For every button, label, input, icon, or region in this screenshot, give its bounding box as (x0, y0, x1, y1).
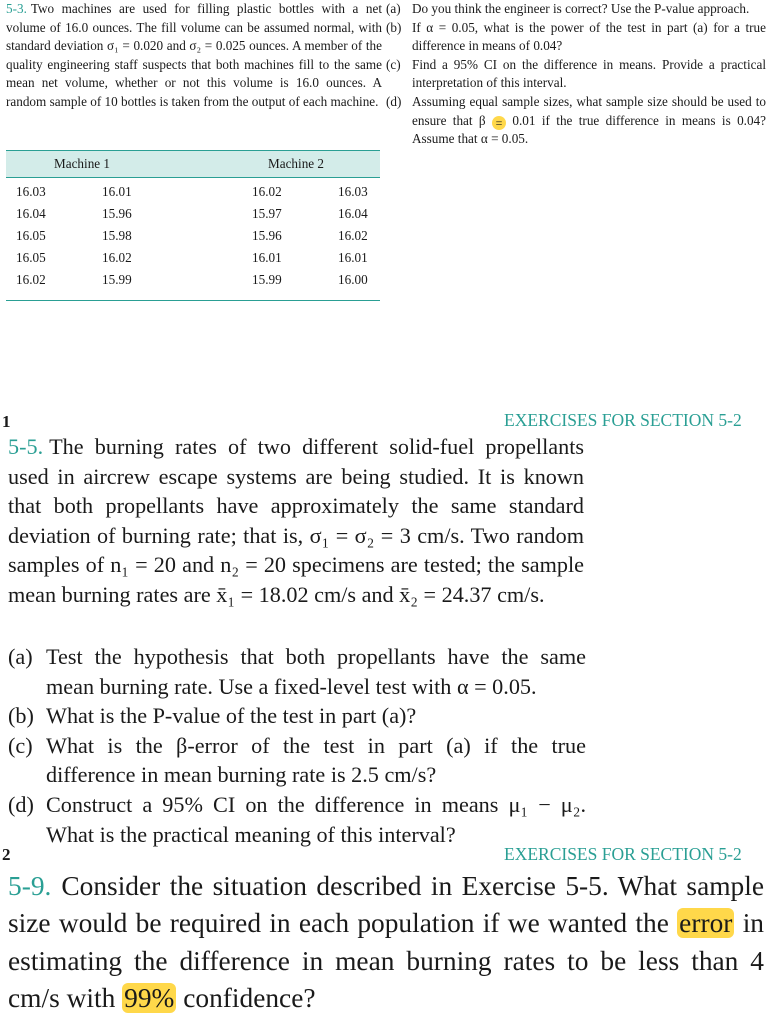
table-row (6, 228, 380, 250)
table-body (6, 178, 380, 301)
table-cell: 15.99 (252, 272, 282, 287)
exercise-5-5-parts (8, 642, 586, 849)
table-cell: 16.05 (16, 228, 46, 243)
highlighted-equals-sign: = (492, 116, 506, 130)
highlight-error: error (679, 908, 733, 939)
part-b: (b) What is the P-value of the test in part (a)? (8, 703, 417, 729)
table-cell: 16.02 (102, 250, 132, 265)
table-cell: 16.05 (16, 250, 46, 265)
exercise-number: 5-9. (8, 871, 52, 901)
table-cell: 16.00 (338, 272, 368, 287)
header-machine-1: Machine 1 (54, 156, 111, 171)
table-row (6, 250, 380, 272)
part-d: (d) Construct a 95% CI on the difference in means μ₁ − μ₂. What is the practical meaning of this interval? (8, 791, 586, 847)
table-cell: 15.96 (102, 206, 132, 221)
exercise-text: Two machines are used for filling plastic bottles with a net volume of 16.0 ounces. The fill volume can be assumed normal, with standard deviation σ₁ = 0.020 and σ₂ = 0.025 ounces. A member of the quality engineering staff suspects that both machines fill to the same mean net volume, whether or not this volume is 16.0 ounces. A random sample of 10 bottles is taken from the output of each machine. (6, 1, 382, 109)
exercise-number: 5-3. (6, 1, 27, 16)
part-a: (a) Test the hypothesis that both propellants have the same mean burning rate. Use a fixed-level test with α = 0.05. (8, 644, 586, 699)
exercise-number: 5-5. (8, 434, 44, 459)
table-row (6, 206, 380, 228)
table-cell: 15.96 (252, 228, 282, 243)
table-cell: 16.02 (338, 228, 368, 243)
table-cell: 15.97 (252, 206, 282, 221)
table-header (6, 150, 380, 178)
part-c: (c) Find a 95% CI on the difference in means. Provide a practical interpretation of this interval. (386, 56, 766, 91)
exercise-5-3-parts (386, 0, 766, 149)
table-cell: 15.99 (102, 272, 132, 287)
table-cell: 15.98 (102, 228, 132, 243)
table-cell: 16.04 (16, 206, 46, 221)
part-a: (a) Do you think the engineer is correct? Use the P-value approach. (386, 1, 750, 16)
table-cell: 16.03 (16, 184, 46, 199)
table-row (6, 272, 380, 294)
table-cell: 16.04 (338, 206, 368, 221)
part-d: (d) Assuming equal sample sizes, what sample size should be used to ensure that β = 0.01 if the true difference in means is 0.04? Assume that α = 0.05. (386, 93, 767, 147)
section-header: EXERCISES FOR SECTION 5-2 (504, 844, 742, 864)
table-cell: 16.01 (102, 184, 132, 199)
table-row (6, 184, 380, 206)
exercise-text: The burning rates of two different solid-fuel propellants used in aircrew escape systems are being studied. It is known that both propellants have approximately the same standard deviation of burning rate; that is, σ₁ = σ₂ = 3 cm/s. Two random samples of n₁ = 20 and n₂ = 20 specimens are tested; the sample mean burning rates are x̄₁ = 18.02 cm/s and x̄₂ = 24.37 cm/s. (8, 434, 584, 607)
exercise-5-9-statement: 5-9. Consider the situation described in Exercise 5-5. What sample size would be required in each population if we wanted the error in estimating the difference in mean burning rates to be less than 4 cm/s with 99% confidence? (8, 871, 764, 1014)
exercise-5-3-statement (6, 0, 382, 112)
fill-volume-table (6, 150, 380, 301)
exercise-5-5-statement (8, 432, 584, 610)
header-machine-2: Machine 2 (268, 156, 325, 171)
part-c: (c) What is the β-error of the test in part (a) if the true difference in mean burning rate is 2.5 cm/s? (8, 732, 586, 788)
page-marker-1: 1 (2, 412, 11, 431)
table-cell: 16.01 (252, 250, 282, 265)
section-header: EXERCISES FOR SECTION 5-2 (504, 410, 742, 430)
table-cell: 16.02 (252, 184, 282, 199)
highlight-99-percent: 99% (124, 983, 175, 1014)
page-marker-2: 2 (2, 845, 11, 864)
table-cell: 16.01 (338, 250, 368, 265)
table-cell: 16.03 (338, 184, 368, 199)
table-cell: 16.02 (16, 272, 46, 287)
part-b: (b) If α = 0.05, what is the power of the test in part (a) for a true difference in means of 0.04? (386, 19, 766, 54)
